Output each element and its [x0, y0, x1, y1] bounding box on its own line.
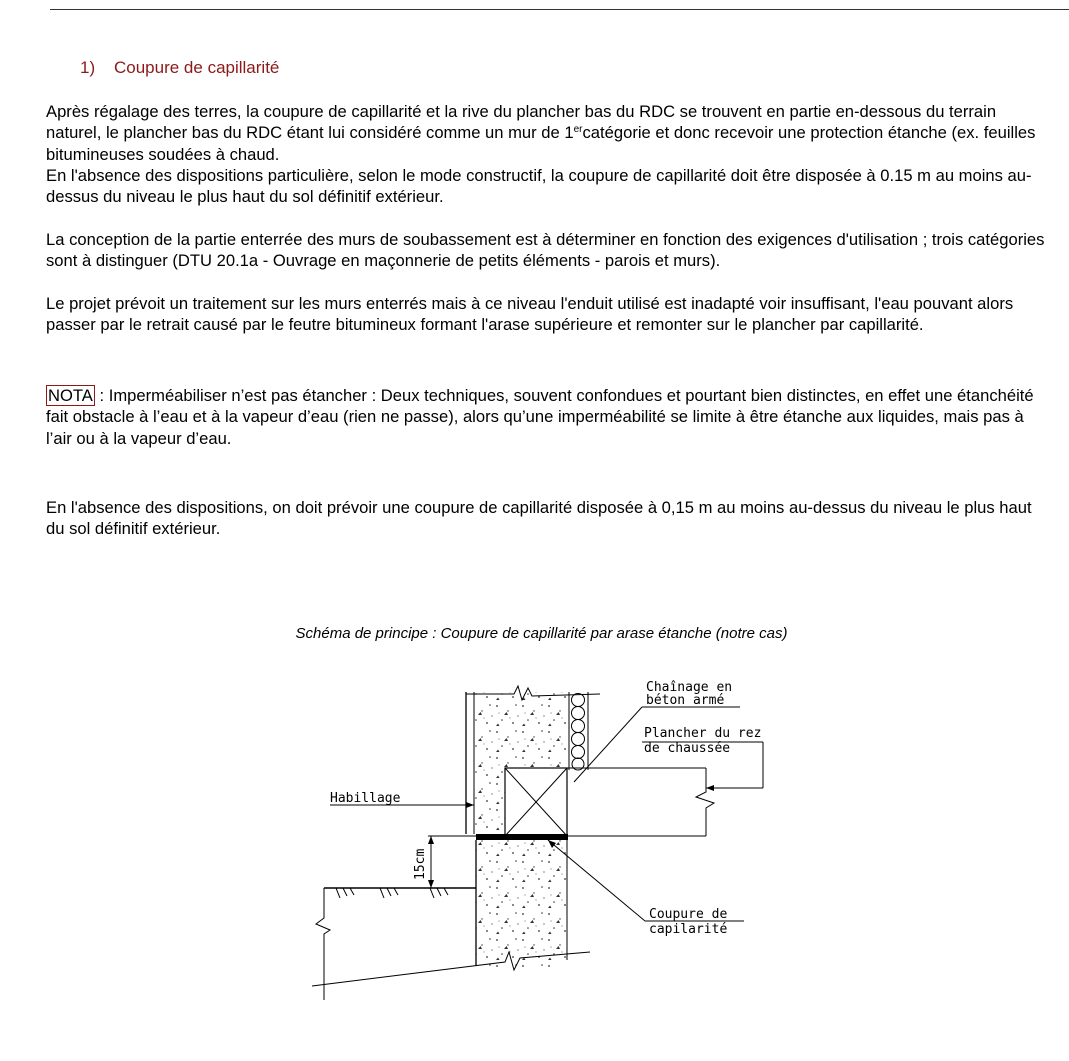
plancher-callout: [642, 726, 763, 791]
dimension-15cm: [413, 836, 476, 888]
paragraph-1-text-b: catégorie et donc recevoir une protection étanche (ex. feuilles bitumineuses soudées à chaud.: [46, 123, 1036, 164]
chainage-label-line-2: béton armé: [646, 693, 725, 708]
paragraph-4: En l'absence des dispositions, on doit prévoir une coupure de capillarité disposée à 0,15 m au moins au-dessus du niveau le plus haut du sol définitif extérieur.: [46, 498, 1032, 539]
paragraph-2: La conception de la partie enterrée des murs de soubassement est à déterminer en fonction des exigences d'utilisation ; trois catégories sont à distinguer (DTU 20.1a - Ouvrage en maçonnerie de petits éléments - parois et murs).: [46, 230, 1045, 271]
paragraph-1-line-2: En l'absence des dispositions particulière, selon le mode constructif, la coupure de capillarité doit être disposée à 0.15 m au moins au-dessus du niveau le plus haut du sol définitif extérieur.: [46, 165, 1032, 207]
nota-text: : Imperméabiliser n’est pas étancher : Deux techniques, souvent confondues et pourtant bien distinctes, en effet une étanchéité fait obstacle à l’eau et à la vapeur d’eau (rien ne passe), alors qu’une imperméabilité se limite à être étanche aux liquides, mais pas à l’air ou à la vapeur d’eau.: [46, 386, 1034, 448]
habillage-label: Habillage: [330, 791, 401, 806]
plancher-label-line-2: de chaussée: [644, 741, 731, 756]
coupure-label-line-1: Coupure de: [649, 907, 728, 922]
lower-wall: [476, 840, 567, 970]
coupure-label-line-2: capilarité: [649, 922, 728, 937]
waterproof-layer: [476, 834, 568, 840]
dimension-label: 15cm: [413, 848, 428, 880]
paragraph-1-superscript: er: [573, 124, 583, 136]
chainage-beam: [505, 768, 567, 836]
plancher-label-line-1: Plancher du rez: [644, 726, 762, 741]
section-number: 1): [80, 58, 96, 77]
figure-caption: Schéma de principe : Coupure de capillarité par arase étanche (notre cas): [295, 625, 788, 642]
floor-slab: [567, 768, 714, 836]
habillage-callout: [330, 791, 474, 808]
coupure-callout: [548, 840, 744, 937]
chainage-label-line-1: Chaînage en: [646, 680, 733, 695]
insulation-strip: [572, 694, 585, 771]
paragraph-1-text-a: Après régalage des terres, la coupure de capillarité et la rive du plancher bas du RDC se trouvent en partie en-dessous du terrain naturel, le plancher bas du RDC étant lui considéré comme un mur de 1: [46, 102, 997, 143]
paragraph-3: Le projet prévoit un traitement sur les murs enterrés mais à ce niveau l'enduit utilisé est inadapté voir insuffisant, l'eau pouvant alors passer par le retrait causé par le feutre bitumineux formant l'arase supérieure et remonter sur le plancher par capillarité.: [46, 294, 1014, 335]
section-title: Coupure de capillarité: [114, 58, 280, 77]
nota-label: NOTA: [48, 386, 93, 405]
